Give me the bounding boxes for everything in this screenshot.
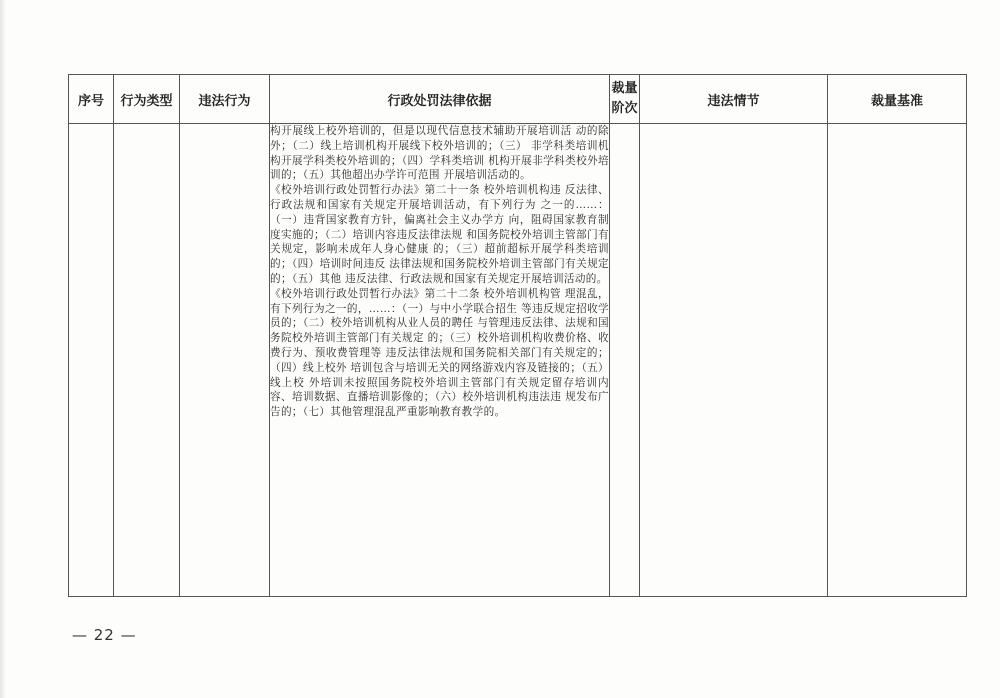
scan-edge bbox=[0, 0, 6, 698]
header-violation: 违法行为 bbox=[180, 75, 270, 124]
cell-level bbox=[610, 124, 640, 597]
cell-circumstances bbox=[640, 124, 828, 597]
cell-seq bbox=[69, 124, 114, 597]
cell-behavior-type bbox=[114, 124, 180, 597]
header-behavior-type: 行为类型 bbox=[114, 75, 180, 124]
table-header-row bbox=[69, 75, 967, 124]
cell-legal-basis bbox=[270, 124, 610, 597]
table-row bbox=[69, 124, 967, 597]
header-discretion-level bbox=[610, 75, 640, 124]
header-seq: 序号 bbox=[69, 75, 114, 124]
cell-violation bbox=[180, 124, 270, 597]
header-level-bottom: 阶次 bbox=[611, 101, 638, 116]
legal-basis-paragraph: 构开展线上校外培训的，但是以现代信息技术辅助开展培训活 动的除外；（二）线上培训机构开展线下校外培训的；（三） 非学科类培训机构开展学科类校外培训的；（四）学科类培训 机构开展非学科类校外培训的；（五）其他超出办学许可范围 开展培训活动的。 bbox=[270, 125, 609, 182]
legal-basis-paragraph: 《校外培训行政处罚暂行办法》第二十一条 校外培训机构违 反法律、行政法规和国家有关规定开展培训活动，有下列行为 之一的……：（一）违背国家教育方针，偏离社会主义办学方 向，阻碍国家教育制度实施的；（二）培训内容违反法律法规 和国务院校外培训主管部门有关规定，影响未成年人身心健康 的；（三）超前超标开展学科类培训的；（四）培训时间违反 法律法规和国务院校外培训主管部门有关规定的；（五）其他 违反法律、行政法规和国家有关规定开展培训活动的。 bbox=[270, 184, 609, 285]
legal-basis-paragraph: 《校外培训行政处罚暂行办法》第二十二条 校外培训机构管 理混乱，有下列行为之一的，……：（一）与中小学联合招生 等违反规定招收学员的；（二）校外培训机构从业人员的聘任 与管理违反法律、法规和国务院校外培训主管部门有关规定 的；（三）校外培训机构收费价格、收费行为、预收费管理等 违反法律法规和国务院相关部门有关规定的；（四）线上校外 培训包含与培训无关的网络游戏内容及链接的；（五）线上校 外培训未按照国务院校外培训主管部门有关规定留存培训内 容、培训数据、直播培训影像的；（六）校外培训机构违法违 规发布广告的；（七）其他管理混乱严重影响教育教学的。 bbox=[270, 287, 609, 419]
header-level-top: 裁量 bbox=[611, 81, 638, 96]
penalty-discretion-table bbox=[68, 74, 967, 597]
header-legal-basis: 行政处罚法律依据 bbox=[270, 75, 610, 124]
page-number: — 22 — bbox=[72, 626, 137, 644]
header-circumstances: 违法情节 bbox=[640, 75, 828, 124]
header-standard: 裁量基准 bbox=[828, 75, 967, 124]
cell-standard bbox=[828, 124, 967, 597]
